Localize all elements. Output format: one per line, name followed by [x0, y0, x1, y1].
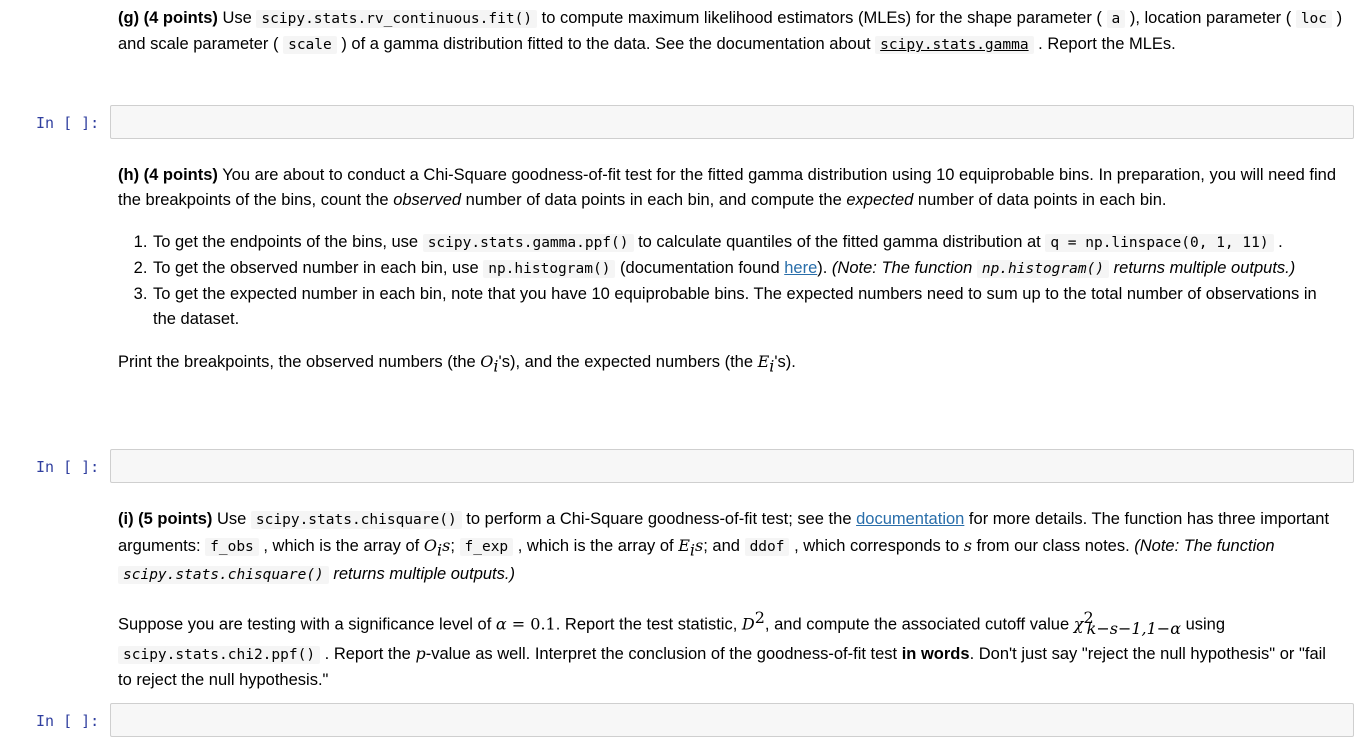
cell-i-paragraph-1: (i) (5 points) Use scipy.stats.chisquare() to perform a Chi-Square goodness-of-fit test; see the documentation for more details. The function has three important arguments: f_obs , which is the array of $O_is$; f_exp , which is the array of $E_is$; and ddof , which corresponds to s from our class notes. (Note: The function scipy.stats.chisquare() returns multiple outputs.) — [118, 510, 1330, 584]
code-np-histogram-note: np.histogram() — [977, 260, 1109, 278]
list-item: 1. To get the endpoints of the bins, use scipy.stats.gamma.ppf() to calculate quantiles of the fitted gamma distribution at q = np.linspace(0, 1, 11) . — [152, 230, 1343, 256]
code-cell-input-2[interactable] — [110, 449, 1354, 483]
markdown-cell-h — [118, 163, 1343, 378]
code-loc: loc — [1296, 10, 1332, 28]
code-chisquare: scipy.stats.chisquare() — [251, 511, 462, 529]
cell-h-list — [118, 230, 1343, 332]
code-f-obs: f_obs — [205, 538, 259, 556]
cell-h-heading: (h) (4 points) — [118, 166, 218, 184]
code-chisquare-note: scipy.stats.chisquare() — [118, 566, 329, 584]
list-item: 2. To get the observed number in each bin, use np.histogram() (documentation found here). (Note: The function np.histogram() returns multiple outputs.) — [152, 256, 1343, 282]
code-ddof: ddof — [745, 538, 790, 556]
code-a: a — [1107, 10, 1126, 28]
code-chi2-ppf: scipy.stats.chi2.ppf() — [118, 646, 320, 664]
code-np-histogram: np.histogram() — [483, 260, 615, 278]
list-item: 3. To get the expected number in each bin, note that you have 10 equiprobable bins. The expected numbers need to sum up to the total number of observations in the dataset. — [152, 282, 1343, 332]
cell-h-paragraph-2: Print the breakpoints, the observed numbers (the $O_i's$), and the expected numbers (the $E_i's$). — [118, 352, 796, 376]
code-rv-continuous-fit: scipy.stats.rv_continuous.fit() — [256, 10, 537, 28]
code-gamma-ppf: scipy.stats.gamma.ppf() — [423, 234, 634, 252]
cell-i-paragraph-2: Suppose you are testing with a significance level of α = 0.1. Report the test statistic, $D^2$, and compute the associated cutoff value $\chi^2_{k-s-1,1-\alpha}$ using scipy.stats.chi2.ppf() . Report the p-value as well. Interpret the conclusion of the goodness-of-fit test in words. Don't just say "reject the null hypothesis" or "fail to reject the null hypothesis." — [118, 608, 1326, 690]
here-link[interactable]: here — [784, 259, 818, 277]
code-f-exp: f_exp — [460, 538, 514, 556]
documentation-link[interactable]: documentation — [856, 510, 965, 528]
code-linspace: q = np.linspace(0, 1, 11) — [1045, 234, 1273, 252]
markdown-cell-g — [118, 6, 1343, 58]
code-cell-input-3[interactable] — [110, 703, 1354, 737]
code-scale: scale — [283, 36, 337, 54]
cell-h-paragraph-1: (h) (4 points) You are about to conduct a Chi-Square goodness-of-fit test for the fitted gamma distribution using 10 equiprobable bins. In preparation, you will need find the breakpoints of the bins, count the observed number of data points in each bin, and compute the expected number of data points in each bin. — [118, 166, 1337, 209]
code-cell-input-1[interactable] — [110, 105, 1354, 139]
cell-g-heading: (g) (4 points) — [118, 9, 218, 27]
markdown-cell-i — [118, 507, 1343, 693]
cell-g-paragraph: (g) (4 points) Use scipy.stats.rv_continuous.fit() to compute maximum likelihood estimators (MLEs) for the shape parameter ( a ), location parameter ( loc ) and scale parameter ( scale ) of a gamma distribution fitted to the data. See the documentation about scipy.stats.gamma . Report the MLEs. — [118, 9, 1343, 53]
scipy-stats-gamma-link[interactable]: scipy.stats.gamma — [875, 36, 1033, 54]
cell-i-heading: (i) (5 points) — [118, 510, 213, 528]
cell-prompt-1: In [ ]: — [36, 114, 100, 132]
cell-prompt-2: In [ ]: — [36, 458, 100, 476]
cell-prompt-3: In [ ]: — [36, 712, 100, 730]
